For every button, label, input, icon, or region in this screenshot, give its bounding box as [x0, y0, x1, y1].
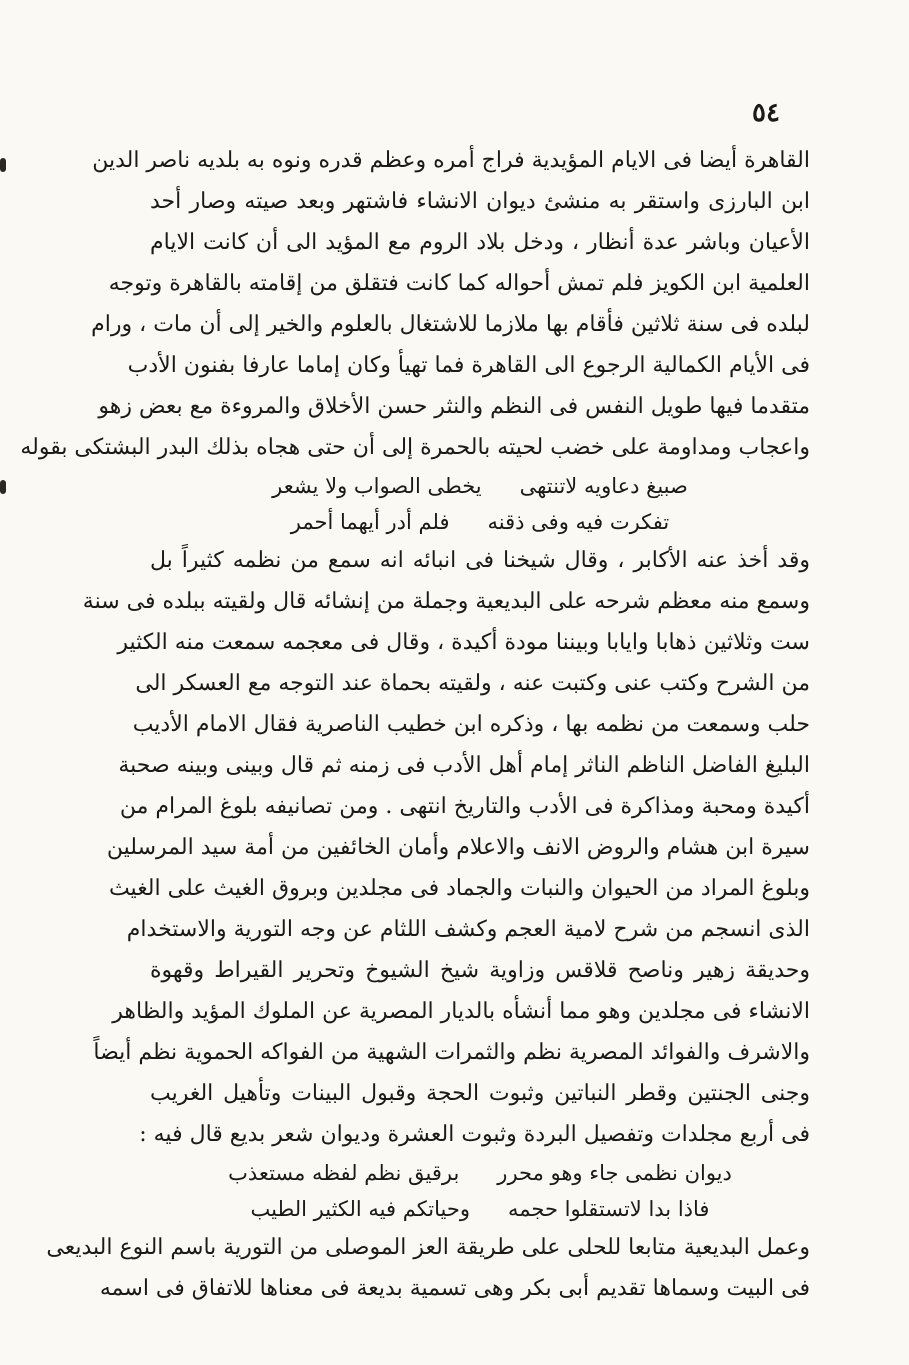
- verse-second-hemistich: يخطى الصواب ولا يشعر: [272, 474, 482, 498]
- margin-mark: [0, 158, 6, 172]
- verse-line: [150, 504, 810, 540]
- text-line: القاهرة أيضا فى الايام المؤيدية فراج أمره وعظم قدره ونوه به بلديه ناصر الدين: [92, 148, 810, 173]
- text-line: وعمل البديعية متابعا للحلى على طريقة العز الموصلى من التورية باسم النوع البديعى: [46, 1235, 810, 1260]
- verse-line: [150, 468, 810, 504]
- verse-second-hemistich: برقيق نظم لفظه مستعذب: [228, 1161, 460, 1185]
- text-line: فى الأيام الكمالية الرجوع الى القاهرة فما تهيأ وكان إماما عارفا بفنون الأدب: [127, 353, 810, 378]
- text-line: لبلده فى سنة ثلاثين فأقام بها ملازما للاشتغال بالعلوم والخير إلى أن مات ، ورام: [91, 312, 810, 337]
- text-line: وسمع منه معظم شرحه على البديعية وجملة من إنشائه قال ولقيته ببلده فى سنة: [82, 589, 810, 614]
- text-line: واعجاب ومداومة على خضب لحيته بالحمرة إلى أن حتى هجاه بذلك البدر البشتكى بقوله: [20, 435, 810, 460]
- text-line: سيرة ابن هشام والروض الانف والاعلام وأمان الخائفين من أمة سيد المرسلين: [106, 835, 810, 860]
- prose-top: [20, 140, 810, 468]
- text-line: فى البيت وسماها تقديم أبى بكر وهى تسمية بديعة فى معناها للاتفاق فى اسمه: [99, 1276, 810, 1301]
- text-line: العلمية ابن الكويز فلم تمش أحواله كما كانت فتقلق من إقامته بالقاهرة وتوجه: [108, 271, 810, 296]
- text-line: وجنى الجنتين وقطر النباتين وثبوت الحجة وقبول البينات وتأهيل الغريب: [150, 1081, 810, 1106]
- text-line: ست وثلاثين ذهابا وايابا وبيننا مودة أكيدة ، وقال فى معجمه سمعت منه الكثير: [117, 630, 810, 655]
- verse-second-hemistich: فلم أدر أيهما أحمر: [290, 510, 450, 534]
- verse-first-hemistich: صبيغ دعاويه لاتنتهى: [519, 474, 688, 498]
- text-line: متقدما فيها طويل النفس فى النظم والنثر حسن الأخلاق والمروءة مع بعض زهو: [98, 394, 810, 419]
- text-line: وبلوغ المراد من الحيوان والنبات والجماد فى مجلدين وبروق الغيث على الغيث: [108, 876, 810, 901]
- text-line: الأعيان وباشر عدة أنظار ، ودخل بلاد الروم مع المؤيد الى أن كانت الايام: [150, 230, 810, 255]
- text-line: حلب وسمعت من نظمه بها ، وذكره ابن خطيب الناصرية فقال الامام الأديب: [132, 712, 810, 737]
- verse-block-1: [150, 468, 810, 540]
- text-line: وحديقة زهير وناصح قلاقس وزاوية شيخ الشيوخ وتحرير القيراط وقهوة: [150, 958, 810, 983]
- verse-line: [150, 1191, 810, 1227]
- prose-bottom: [46, 1227, 810, 1309]
- page-body: [20, 140, 810, 1309]
- page-number: ٥٤: [752, 98, 780, 128]
- verse-first-hemistich: تفكرت فيه وفى ذقنه: [487, 510, 670, 534]
- verse-block-2: [150, 1155, 810, 1227]
- text-line: والاشرف والفوائد المصرية نظم والثمرات الشهية من الفواكه الحموية نظم أيضاً: [93, 1040, 810, 1065]
- verse-line: [150, 1155, 810, 1191]
- text-line: الذى انسجم من شرح لامية العجم وكشف اللثام عن وجه التورية والاستخدام: [126, 917, 810, 942]
- verse-first-hemistich: ديوان نظمى جاء وهو محرر: [497, 1161, 732, 1185]
- text-line: البليغ الفاضل الناظم الناثر إمام أهل الأدب فى زمنه ثم قال وبينى وبينه صحبة: [118, 753, 810, 778]
- verse-first-hemistich: فاذا بدا لاتستقلوا حجمه: [508, 1197, 710, 1221]
- text-line: أكيدة ومحبة ومذاكرة فى الأدب والتاريخ انتهى . ومن تصانيفه بلوغ المرام من: [119, 794, 810, 819]
- text-line: الانشاء فى مجلدين وهو مما أنشأه بالديار المصرية عن الملوك المؤيد والظاهر: [112, 999, 810, 1024]
- prose-middle: [82, 540, 810, 1155]
- text-line: فى أربع مجلدات وتفصيل البردة وثبوت العشرة وديوان شعر بديع قال فيه :: [139, 1122, 810, 1147]
- text-line: ابن البارزى واستقر به منشئ ديوان الانشاء فاشتهر وبعد صيته وصار أحد: [150, 189, 810, 214]
- text-line: وقد أخذ عنه الأكابر ، وقال شيخنا فى انبائه انه سمع من نظمه كثيراً بل: [150, 548, 810, 573]
- text-line: من الشرح وكتب عنى وكتبت عنه ، ولقيته بحماة عند التوجه مع العسكر الى: [135, 671, 810, 696]
- verse-second-hemistich: وحياتكم فيه الكثير الطيب: [250, 1197, 470, 1221]
- margin-mark: [0, 480, 6, 494]
